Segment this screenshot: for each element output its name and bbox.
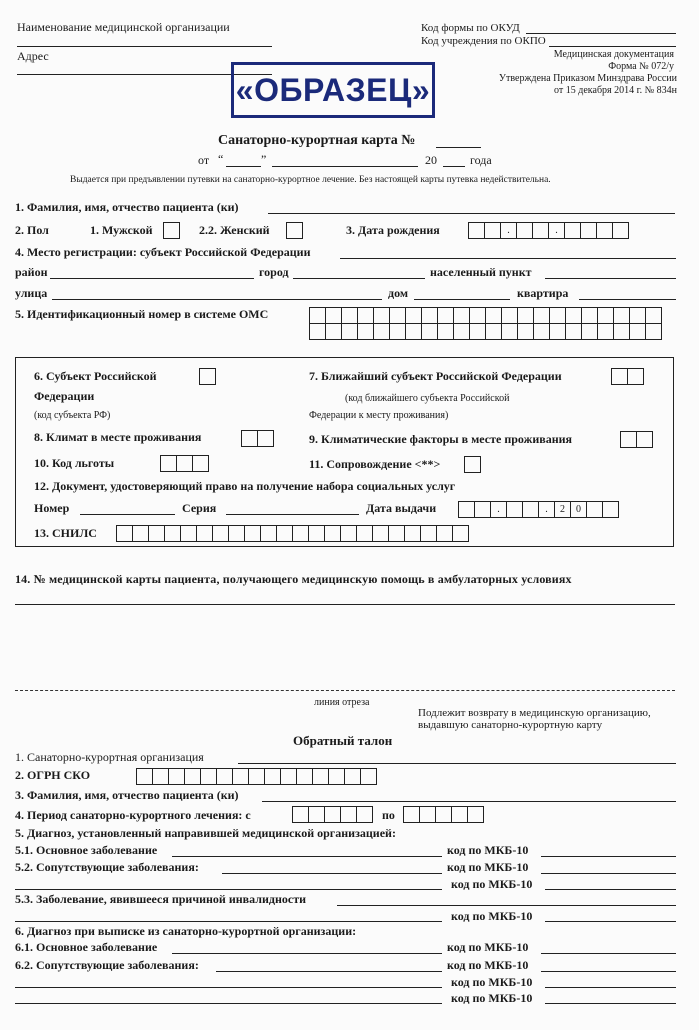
- stub-5-3-label: 5.3. Заболевание, явившееся причиной инвалидности: [15, 892, 307, 906]
- mkb-label-3: код по МКБ-10: [451, 877, 533, 891]
- benefit-code-boxes[interactable]: [160, 455, 208, 472]
- issue-date-boxes[interactable]: . . 2 0: [458, 501, 618, 518]
- disability-line-2[interactable]: [15, 921, 442, 922]
- settlement-line[interactable]: [545, 278, 676, 279]
- snils-boxes[interactable]: [116, 525, 468, 542]
- org-name-line[interactable]: [17, 46, 272, 47]
- doc-number-line[interactable]: [80, 514, 175, 515]
- field-1-label: 1. Фамилия, имя, отчество пациента (ки): [15, 200, 239, 214]
- day-line[interactable]: [226, 166, 261, 167]
- card-number-line[interactable]: [436, 147, 481, 148]
- period-from-boxes[interactable]: [292, 806, 372, 823]
- mkb-label-2: код по МКБ-10: [447, 860, 529, 874]
- return-note-2: выдавшую санаторно-курортную карту: [418, 719, 603, 731]
- house-label: дом: [388, 286, 409, 300]
- card-title: Санаторно-курортная карта №: [218, 133, 416, 148]
- settlement-label: населенный пункт: [430, 265, 532, 279]
- issue-date-label: Дата выдачи: [366, 501, 437, 515]
- patient-name-line[interactable]: [268, 213, 675, 214]
- mkb-line-1[interactable]: [541, 856, 676, 857]
- form-number: Форма № 072/у: [608, 61, 674, 72]
- return-note-1: Подлежит возврату в медицинскую организацию,: [418, 707, 651, 719]
- card-note: Выдается при предъявлении путевки на санаторно-курортное лечение. Без настоящей карты путевка недействительна.: [70, 175, 551, 185]
- female-checkbox[interactable]: [286, 222, 303, 239]
- mkb-line-4[interactable]: [545, 921, 676, 922]
- oms-boxes-row1[interactable]: [309, 307, 661, 324]
- mkb-line-3[interactable]: [545, 889, 676, 890]
- field-7-note-1: (код ближайшего субъекта Российской: [345, 393, 510, 404]
- stub-5-1-label: 5.1. Основное заболевание: [15, 843, 158, 857]
- concomitant-diag-line-1[interactable]: [222, 873, 442, 874]
- field-12-label: 12. Документ, удостоверяющий право на получение набора социальных услуг: [34, 479, 456, 493]
- field-6-note: (код субъекта РФ): [34, 410, 111, 421]
- field-6-label-2: Федерации: [34, 389, 95, 403]
- concomitant-diag-line-2[interactable]: [15, 889, 442, 890]
- mkb-line-5[interactable]: [541, 953, 676, 954]
- quote-close: ”: [261, 152, 267, 166]
- doc-number-label: Номер: [34, 501, 70, 515]
- nearest-region-boxes[interactable]: [611, 368, 643, 385]
- mkb-label-5: код по МКБ-10: [447, 940, 529, 954]
- stub-5-label: 5. Диагноз, установленный направившей медицинской организацией:: [15, 826, 396, 840]
- mkb-line-2[interactable]: [541, 873, 676, 874]
- year-prefix: 20: [425, 153, 437, 167]
- oms-boxes-row2[interactable]: [309, 323, 661, 340]
- month-line[interactable]: [272, 166, 418, 167]
- street-label: улица: [15, 286, 48, 300]
- escort-box[interactable]: [464, 456, 481, 473]
- discharge-concomitant-line-2[interactable]: [15, 987, 442, 988]
- main-diag-line[interactable]: [172, 856, 442, 857]
- sanatorium-line[interactable]: [238, 763, 676, 764]
- field-14-label: 14. № медицинской карты пациента, получающего медицинскую помощь в амбулаторных условиях: [15, 572, 572, 586]
- med-card-number-line[interactable]: [15, 604, 675, 605]
- mkb-label-7: код по МКБ-10: [451, 975, 533, 989]
- disability-line[interactable]: [337, 905, 676, 906]
- mkb-line-7[interactable]: [545, 987, 676, 988]
- quote-open: “: [218, 152, 224, 166]
- field-7-label: 7. Ближайший субъект Российской Федерации: [309, 369, 562, 383]
- okud-line[interactable]: [526, 33, 676, 34]
- climate-factor-boxes[interactable]: [620, 431, 652, 448]
- birth-date-boxes[interactable]: . .: [468, 222, 628, 239]
- apartment-line[interactable]: [579, 299, 676, 300]
- field-9-label: 9. Климатические факторы в месте проживания: [309, 432, 573, 446]
- female-label: 2.2. Женский: [199, 223, 270, 237]
- stub-5-2-label: 5.2. Сопутствующие заболевания:: [15, 860, 199, 874]
- sample-stamp: «ОБРАЗЕЦ»: [231, 62, 435, 118]
- male-checkbox[interactable]: [163, 222, 180, 239]
- stub-4-label: 4. Период санаторно-курортного лечения: с: [15, 808, 251, 822]
- okud-label: Код формы по ОКУД: [421, 22, 520, 34]
- cut-line-label: линия отреза: [314, 697, 370, 708]
- year-line[interactable]: [443, 166, 465, 167]
- field-5-label: 5. Идентификационный номер в системе ОМС: [15, 307, 269, 321]
- field-6-label: 6. Субъект Российской: [34, 369, 157, 383]
- doc-series-line[interactable]: [226, 514, 359, 515]
- administrative-frame: [15, 357, 674, 547]
- stub-6-1-label: 6.1. Основное заболевание: [15, 940, 158, 954]
- doc-type: Медицинская документация: [553, 49, 674, 60]
- ogrn-boxes[interactable]: [136, 768, 376, 785]
- mkb-label-6: код по МКБ-10: [447, 958, 529, 972]
- mkb-line-6[interactable]: [541, 971, 676, 972]
- date-from: от: [198, 153, 210, 167]
- stub-6-2-label: 6.2. Сопутствующие заболевания:: [15, 958, 199, 972]
- street-line[interactable]: [52, 299, 382, 300]
- region-line[interactable]: [340, 258, 676, 259]
- climate-boxes[interactable]: [241, 430, 273, 447]
- stub-title: Обратный талон: [293, 733, 393, 748]
- male-label: 1. Мужской: [90, 223, 153, 237]
- stub-2-label: 2. ОГРН СКО: [15, 768, 91, 782]
- mkb-label-1: код по МКБ-10: [447, 843, 529, 857]
- birth-date-label: 3. Дата рождения: [346, 223, 440, 237]
- mkb-line-8[interactable]: [545, 1003, 676, 1004]
- stub-patient-name-line[interactable]: [262, 801, 676, 802]
- mkb-label-8: код по МКБ-10: [451, 991, 533, 1005]
- district-line[interactable]: [50, 278, 254, 279]
- field-7-note-2: Федерации к месту проживания): [309, 410, 449, 421]
- address-label: Адрес: [17, 49, 49, 63]
- mkb-label-4: код по МКБ-10: [451, 909, 533, 923]
- doc-series-label: Серия: [182, 501, 217, 515]
- field-8-label: 8. Климат в месте проживания: [34, 430, 202, 444]
- apartment-label: квартира: [517, 286, 569, 300]
- org-name-label: Наименование медицинской организации: [17, 20, 230, 34]
- region-code-box[interactable]: [199, 368, 216, 385]
- field-11-label: 11. Сопровождение <**>: [309, 457, 441, 471]
- okpo-label: Код учреждения по ОКПО: [421, 35, 546, 47]
- field-13-label: 13. СНИЛС: [34, 526, 97, 540]
- stub-1-label: 1. Санаторно-курортная организация: [15, 750, 204, 764]
- discharge-main-diag-line[interactable]: [172, 953, 442, 954]
- period-to-label: по: [382, 808, 395, 822]
- cut-line: [15, 690, 675, 691]
- district-label: район: [15, 265, 48, 279]
- field-2-label: 2. Пол: [15, 223, 49, 237]
- stub-6-label: 6. Диагноз при выписке из санаторно-курортной организации:: [15, 924, 357, 938]
- discharge-concomitant-line-3[interactable]: [15, 1003, 442, 1004]
- city-label: город: [259, 265, 289, 279]
- year-suffix: года: [470, 153, 492, 167]
- field-10-label: 10. Код льготы: [34, 456, 115, 470]
- field-4-label: 4. Место регистрации: субъект Российской Федерации: [15, 245, 311, 259]
- period-to-boxes[interactable]: [403, 806, 483, 823]
- city-line[interactable]: [293, 278, 425, 279]
- house-line[interactable]: [414, 299, 510, 300]
- discharge-concomitant-line-1[interactable]: [216, 971, 442, 972]
- approved-by: Утверждена Приказом Минздрава России: [498, 73, 677, 84]
- okpo-line[interactable]: [549, 46, 676, 47]
- approved-date: от 15 декабря 2014 г. № 834н: [554, 85, 677, 96]
- stub-3-label: 3. Фамилия, имя, отчество пациента (ки): [15, 788, 239, 802]
